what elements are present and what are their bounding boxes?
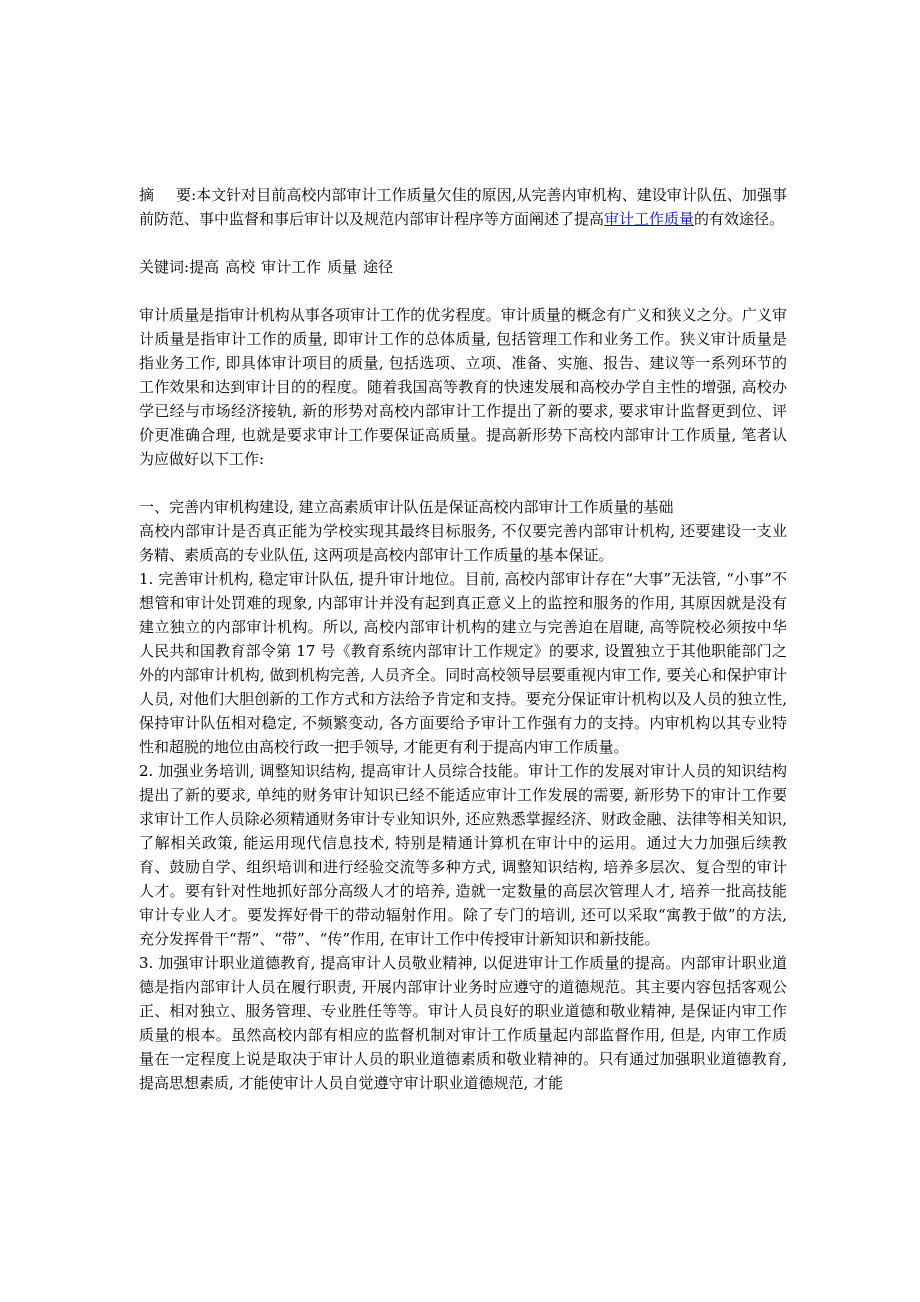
section-lead-paragraph: 高校内部审计是否真正能为学校实现其最终目标服务, 不仅要完善内部审计机构, 还要建设一支业务精、素质高的专业队伍, 这两项是高校内部审计工作质量的基本保证。 xyxy=(139,522,787,564)
section-item-1: 1. 完善审计机构, 稳定审计队伍, 提升审计地位。目前, 高校内部审计存在“大事”无法管, “小事”不想管和审计处罚难的现象, 内部审计并没有起到真正意义上的监控和服务的作用, 其原因就是没有建立独立的内部审计机构。所以, 高校内部审计机构的建立与完善迫在眉睫, 高等院校必须按中华人民共和国教育部令第 17 号《教育系统内部审计工作规定》的要求, 设置独立于其他职能部门之外的内部审计机构, 做到机构完善, 人员齐全。同时高校领导层要重视内审工作, 要关心和保护审计人员, 对他们大胆创新的工作方式和方法给予肯定和支持。要充分保证审计机构以及人员的独立性, 保持审计队伍相对稳定, 不频繁变动, 各方面要给予审计工作强有力的支持。内审机构以其专业特性和超脱的地位由高校行政一把手领导, 才能更有利于提高内审工作质量。 xyxy=(139,570,787,756)
intro-paragraph: 审计质量是指审计机构从事各项审计工作的优劣程度。审计质量的概念有广义和狭义之分。广义审计质量是指审计工作的质量, 即审计工作的总体质量, 包括管理工作和业务工作。狭义审计质量是指业务工作, 即具体审计项目的质量, 包括选项、立项、准备、实施、报告、建议等一系列环节的工作效果和达到审计目的的程度。随着我国高等教育的快速发展和高校办学自主性的增强, 高校办学已经与市场经济接轨, 新的形势对高校内部审计工作提出了新的要求, 要求审计监督更到位、评价更准确合理, 也就是要求审计工作要保证高质量。提高新形势下高校内部审计工作质量, 笔者认为应做好以下工作: xyxy=(139,306,787,468)
abstract-label-right: 要: xyxy=(176,186,197,204)
document-body xyxy=(139,183,787,1095)
keyword-item: 质量 xyxy=(327,258,358,276)
section-heading: 一、完善内审机构建设, 建立高素质审计队伍是保证高校内部审计工作质量的基础 xyxy=(139,498,674,516)
abstract-label-left: 摘 xyxy=(139,186,155,204)
keyword-item: 高校 xyxy=(225,258,256,276)
keywords-line xyxy=(139,255,787,279)
abstract-text: 本文针对目前高校内部审计工作质量欠佳的原因,从完善内审机构、建设审计队伍、加强事前防范、事中监督和事后审计以及规范内部审计程序等方面阐述了提高 xyxy=(139,186,787,228)
section-item-3: 3. 加强审计职业道德教育, 提高审计人员敬业精神, 以促进审计工作质量的提高。内部审计职业道德是指内部审计人员在履行职责, 开展内部审计业务时应遵守的道德规范。其主要内容包括客观公正、相对独立、服务管理、专业胜任等等。审计人员良好的职业道德和敬业精神, 是保证内审工作质量的根本。虽然高校内部有相应的监督机制对审计工作质量起内部监督作用, 但是, 内审工作质量在一定程度上说是取决于审计人员的职业道德素质和敬业精神的。只有通过加强职业道德教育, 提高思想素质, 才能使审计人员自觉遵守审计职业道德规范, 才能 xyxy=(139,954,787,1092)
keyword-item: 提高 xyxy=(189,258,220,276)
keywords-label: 关键词: xyxy=(139,258,190,276)
abstract-paragraph xyxy=(139,183,787,231)
abstract-text-end: 的有效途径。 xyxy=(694,210,785,228)
keyword-item: 途径 xyxy=(363,258,394,276)
keyword-item: 审计工作 xyxy=(261,258,322,276)
section-item-2: 2. 加强业务培训, 调整知识结构, 提高审计人员综合技能。审计工作的发展对审计人员的知识结构提出了新的要求, 单纯的财务审计知识已经不能适应审计工作发展的需要, 新形势下的审计工作要求审计工作人员除必须精通财务审计专业知识外, 还应熟悉掌握经济、财政金融、法律等相关知识, 了解相关政策, 能运用现代信息技术, 特别是精通计算机在审计中的运用。通过大力加强后续教育、鼓励自学、组织培训和进行经验交流等多种方式, 调整知识结构, 培养多层次、复合型的审计人才。要有针对性地抓好部分高级人才的培养, 造就一定数量的高层次管理人才, 培养一批高技能审计专业人才。要发挥好骨干的带动辐射作用。除了专门的培训, 还可以采取“寓教于做”的方法, 充分发挥骨干“帮”、“带”、“传”作用, 在审计工作中传授审计新知识和新技能。 xyxy=(139,762,787,948)
abstract-label xyxy=(139,186,196,204)
audit-quality-link[interactable]: 审计工作质量 xyxy=(604,210,695,228)
